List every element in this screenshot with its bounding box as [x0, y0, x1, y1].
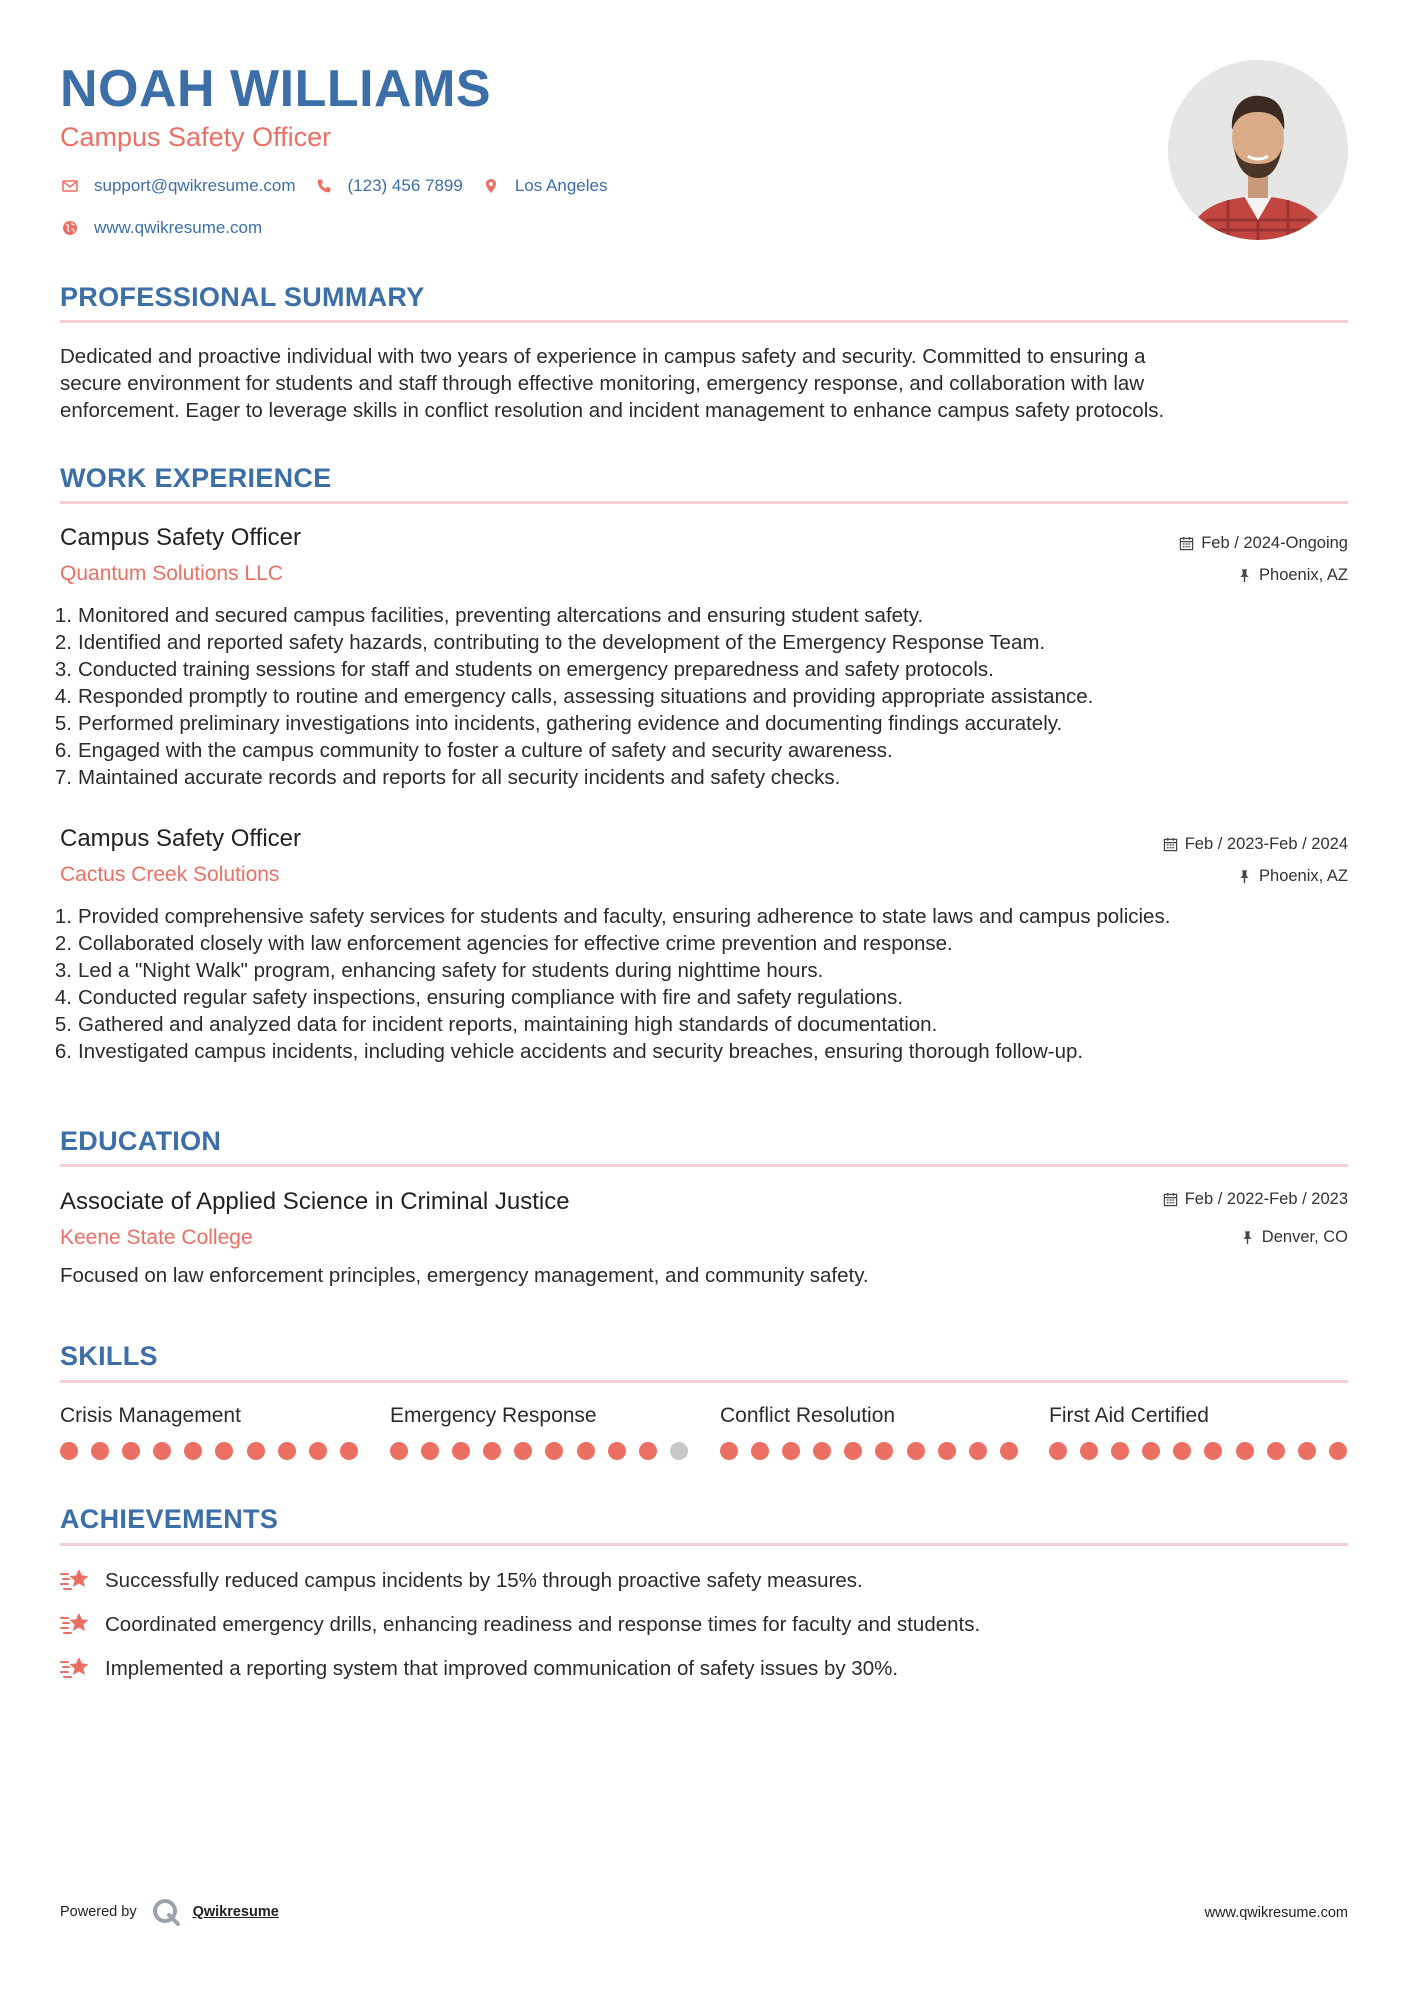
contact-phone[interactable] [314, 176, 463, 196]
rating-dot-filled [153, 1442, 171, 1460]
rating-dot-filled [483, 1442, 501, 1460]
job-dates [1163, 833, 1348, 855]
rating-dot-filled [1000, 1442, 1018, 1460]
list-item [54, 930, 1350, 957]
rating-dot-filled [278, 1442, 296, 1460]
rating-dot-filled [1142, 1442, 1160, 1460]
rating-dot-filled [452, 1442, 470, 1460]
item-text: Performed preliminary investigations into incidents, gathering evidence and documenting findings accurately. [78, 712, 1063, 735]
rating-dot-filled [1236, 1442, 1254, 1460]
skill-item [720, 1402, 1020, 1460]
item-number: 5. [54, 712, 72, 735]
pushpin-icon [1237, 869, 1252, 884]
pushpin-icon [1237, 568, 1252, 583]
rating-dot-filled [577, 1442, 595, 1460]
profile-photo [1168, 60, 1348, 240]
job-company: Cactus Creek Solutions [60, 863, 280, 886]
achievement-item [60, 1566, 863, 1594]
pushpin-icon [1240, 1230, 1255, 1245]
rating-dot-filled [782, 1442, 800, 1460]
summary-line: enforcement. Eager to leverage skills in conflict resolution and incident management to enhance campus safety protocols. [60, 399, 1165, 422]
skill-item [1049, 1402, 1349, 1460]
star-icon [60, 1654, 92, 1682]
contact-location [481, 176, 608, 196]
skill-rating [60, 1442, 360, 1460]
school-name: Keene State College [60, 1226, 253, 1249]
rating-dot-filled [1111, 1442, 1129, 1460]
item-number: 4. [54, 986, 72, 1009]
skill-name: Emergency Response [390, 1404, 597, 1427]
rating-dot-filled [514, 1442, 532, 1460]
job-title: Campus Safety Officer [60, 825, 301, 852]
item-number: 6. [54, 1040, 72, 1063]
rating-dot-filled [608, 1442, 626, 1460]
job-location-text: Phoenix, AZ [1259, 867, 1348, 885]
education-dates [1163, 1188, 1348, 1210]
item-text: Gathered and analyzed data for incident reports, maintaining high standards of documentation. [78, 1013, 938, 1036]
rating-dot-filled [813, 1442, 831, 1460]
qwikresume-link[interactable]: Qwikresume [192, 1904, 279, 1920]
item-text: Responded promptly to routine and emergency calls, assessing situations and providing appropriate assistance. [78, 685, 1094, 708]
item-text: Investigated campus incidents, including vehicle accidents and security breaches, ensuring thorough follow-up. [78, 1040, 1084, 1063]
item-number: 2. [54, 631, 72, 654]
map-pin-icon [481, 176, 501, 196]
summary-line: secure environment for students and staff through effective monitoring, emergency response, and collaboration with law [60, 372, 1145, 395]
item-text: Collaborated closely with law enforcement agencies for effective crime prevention and response. [78, 932, 953, 955]
item-text: Conducted training sessions for staff and students on emergency preparedness and safety protocols. [78, 658, 994, 681]
contact-row [60, 174, 1060, 198]
item-text: Identified and reported safety hazards, contributing to the development of the Emergency Response Team. [78, 631, 1046, 654]
calendar-icon [1179, 536, 1194, 551]
rating-dot-filled [720, 1442, 738, 1460]
education-rule [60, 1164, 1348, 1167]
candidate-role: Campus Safety Officer [60, 122, 332, 152]
rating-dot-filled [1049, 1442, 1067, 1460]
summary-line: Dedicated and proactive individual with two years of experience in campus safety and security. Committed to ensuring a [60, 345, 1146, 368]
skill-rating [720, 1442, 1020, 1460]
phone-text: (123) 456 7899 [347, 176, 463, 195]
education-heading: EDUCATION [60, 1126, 222, 1156]
item-text: Maintained accurate records and reports for all security incidents and safety checks. [78, 766, 841, 789]
item-text: Engaged with the campus community to foster a culture of safety and security awareness. [78, 739, 893, 762]
rating-dot-filled [844, 1442, 862, 1460]
list-item [54, 984, 1350, 1011]
item-number: 4. [54, 685, 72, 708]
list-item [54, 683, 1350, 710]
education-dates-text: Feb / 2022-Feb / 2023 [1184, 1190, 1348, 1208]
footer-powered-by [60, 1897, 279, 1927]
job-location [1237, 564, 1348, 586]
rating-dot-filled [545, 1442, 563, 1460]
star-icon [60, 1610, 92, 1638]
rating-dot-filled [60, 1442, 78, 1460]
item-number: 3. [54, 658, 72, 681]
rating-dot-filled [91, 1442, 109, 1460]
job-company: Quantum Solutions LLC [60, 562, 283, 585]
footer-website[interactable]: www.qwikresume.com [1204, 1905, 1348, 1921]
item-number: 1. [54, 604, 72, 627]
list-item [54, 737, 1350, 764]
achievement-text: Successfully reduced campus incidents by 15% through proactive safety measures. [105, 1568, 863, 1592]
rating-dot-filled [1173, 1442, 1191, 1460]
rating-dot-filled [122, 1442, 140, 1460]
rating-dot-filled [1204, 1442, 1222, 1460]
rating-dot-filled [639, 1442, 657, 1460]
skill-name: First Aid Certified [1049, 1404, 1209, 1427]
list-item [54, 602, 1350, 629]
rating-dot-empty [670, 1442, 688, 1460]
list-item [54, 710, 1350, 737]
job-dates [1179, 532, 1348, 554]
job-bullets [54, 903, 1350, 1065]
list-item [54, 903, 1350, 930]
achievements-rule [60, 1543, 1348, 1546]
item-number: 5. [54, 1013, 72, 1036]
rating-dot-filled [421, 1442, 439, 1460]
list-item [54, 764, 1350, 791]
achievement-text: Implemented a reporting system that improved communication of safety issues by 30%. [105, 1656, 899, 1680]
contact-row-website [60, 216, 1060, 240]
rating-dot-filled [1267, 1442, 1285, 1460]
job-bullets [54, 602, 1350, 791]
skill-item [390, 1402, 690, 1460]
rating-dot-filled [1329, 1442, 1347, 1460]
resume-header [60, 58, 1060, 240]
item-number: 1. [54, 905, 72, 928]
envelope-icon [60, 176, 80, 196]
skill-name: Crisis Management [60, 1404, 241, 1427]
achievement-item [60, 1654, 898, 1682]
star-icon [60, 1566, 92, 1594]
list-item [54, 656, 1350, 683]
item-number: 6. [54, 739, 72, 762]
rating-dot-filled [309, 1442, 327, 1460]
candidate-name: NOAH WILLIAMS [60, 60, 492, 118]
website-text: www.qwikresume.com [94, 218, 263, 237]
rating-dot-filled [969, 1442, 987, 1460]
summary-heading: PROFESSIONAL SUMMARY [60, 282, 425, 312]
skill-rating [390, 1442, 690, 1460]
qwikresume-logo-icon [151, 1897, 181, 1927]
experience-rule [60, 501, 1348, 504]
item-text: Conducted regular safety inspections, ensuring compliance with fire and safety regulations. [78, 986, 904, 1009]
item-number: 7. [54, 766, 72, 789]
achievements-heading: ACHIEVEMENTS [60, 1504, 279, 1534]
skill-item [60, 1402, 360, 1460]
list-item [54, 957, 1350, 984]
rating-dot-filled [751, 1442, 769, 1460]
summary-rule [60, 320, 1348, 323]
rating-dot-filled [247, 1442, 265, 1460]
skills-heading: SKILLS [60, 1341, 158, 1371]
rating-dot-filled [184, 1442, 202, 1460]
rating-dot-filled [938, 1442, 956, 1460]
rating-dot-filled [1298, 1442, 1316, 1460]
list-item [54, 1011, 1350, 1038]
education-description: Focused on law enforcement principles, emergency management, and community safety. [60, 1264, 869, 1287]
item-text: Provided comprehensive safety services for students and faculty, ensuring adherence to state laws and campus policies. [78, 905, 1171, 928]
experience-heading: WORK EXPERIENCE [60, 463, 332, 493]
powered-by-label: Powered by [60, 1904, 137, 1920]
job-title: Campus Safety Officer [60, 524, 301, 551]
globe-icon [60, 218, 80, 238]
email-text: support@qwikresume.com [94, 176, 296, 195]
achievement-item [60, 1610, 980, 1638]
item-text: Led a "Night Walk" program, enhancing safety for students during nighttime hours. [78, 959, 824, 982]
rating-dot-filled [1080, 1442, 1098, 1460]
job-location [1237, 865, 1348, 887]
rating-dot-filled [907, 1442, 925, 1460]
item-text: Monitored and secured campus facilities, preventing altercations and ensuring student safety. [78, 604, 924, 627]
list-item [54, 1038, 1350, 1065]
rating-dot-filled [875, 1442, 893, 1460]
skill-rating [1049, 1442, 1349, 1460]
rating-dot-filled [340, 1442, 358, 1460]
item-number: 3. [54, 959, 72, 982]
job-location-text: Phoenix, AZ [1259, 566, 1348, 584]
location-text: Los Angeles [514, 176, 608, 195]
skill-name: Conflict Resolution [720, 1404, 896, 1427]
education-location-text: Denver, CO [1261, 1228, 1348, 1246]
job-dates-text: Feb / 2023-Feb / 2024 [1184, 835, 1348, 853]
achievement-text: Coordinated emergency drills, enhancing readiness and response times for faculty and students. [105, 1612, 981, 1636]
contact-website[interactable] [60, 218, 262, 238]
rating-dot-filled [215, 1442, 233, 1460]
calendar-icon [1163, 837, 1178, 852]
education-location [1240, 1226, 1348, 1248]
phone-icon [314, 176, 334, 196]
contact-email[interactable] [60, 176, 296, 196]
rating-dot-filled [390, 1442, 408, 1460]
summary-text [60, 343, 1350, 424]
item-number: 2. [54, 932, 72, 955]
calendar-icon [1163, 1192, 1178, 1207]
degree-title: Associate of Applied Science in Criminal Justice [60, 1188, 570, 1215]
list-item [54, 629, 1350, 656]
skills-rule [60, 1380, 1348, 1383]
job-dates-text: Feb / 2024-Ongoing [1201, 534, 1348, 552]
